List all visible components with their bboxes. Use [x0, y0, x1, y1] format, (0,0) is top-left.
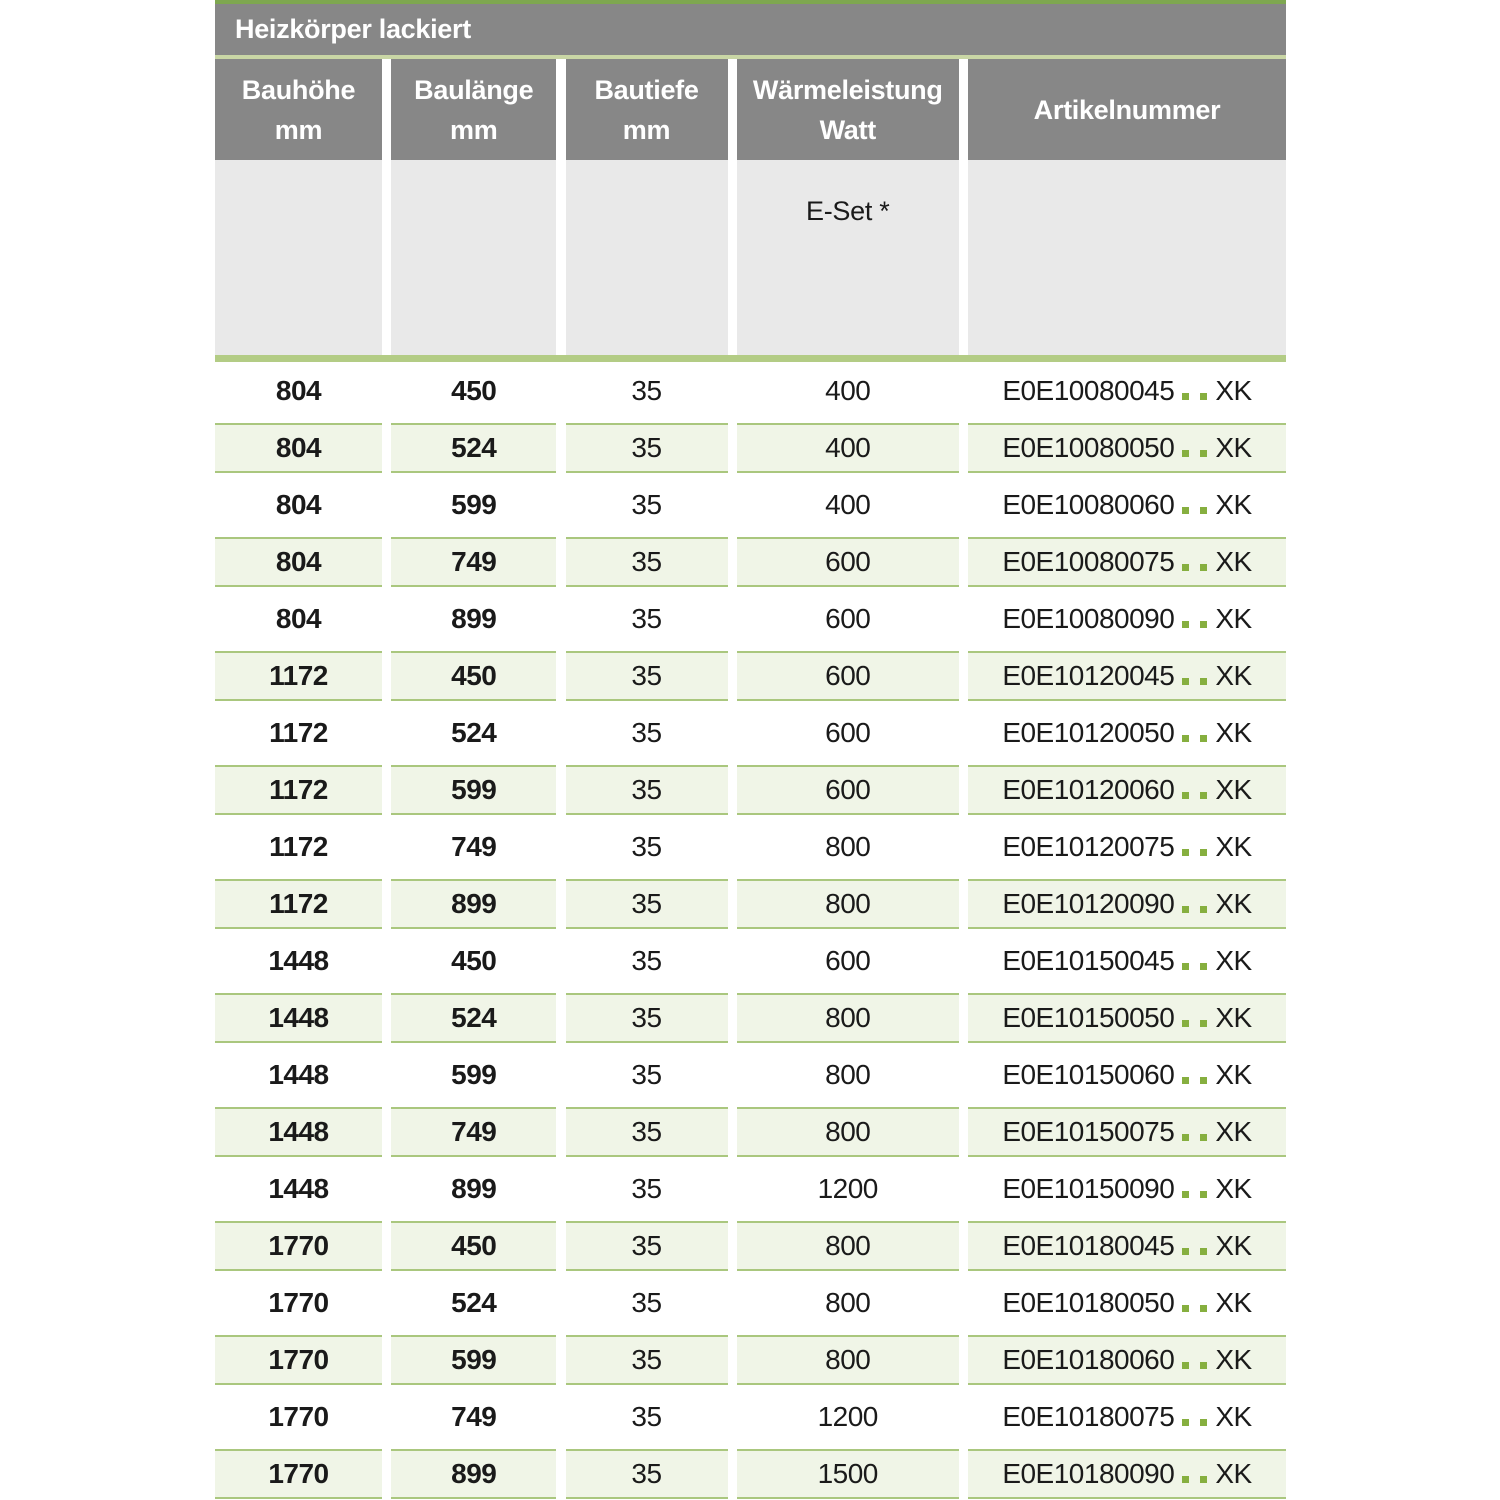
- cell-artikelnummer: [968, 1164, 1286, 1214]
- cell-bautiefe: 35: [566, 993, 728, 1043]
- cell-bautiefe: 35: [631, 1400, 662, 1432]
- column-header-waermeleistung: [737, 59, 959, 160]
- cell-watt: 1500: [737, 1449, 959, 1499]
- artikel-prefix: E0E10080045: [1002, 374, 1175, 406]
- placeholder-dot-icon: [1200, 507, 1207, 514]
- cell-bauhoehe: 804: [275, 602, 322, 634]
- artikelnummer-value: [1002, 1458, 1251, 1490]
- placeholder-dot-icon: [1182, 450, 1189, 457]
- table-row: [215, 989, 1286, 1046]
- cell-artikelnummer: [968, 480, 1286, 530]
- placeholder-dot-icon: [1182, 1134, 1189, 1141]
- cell-bautiefe: 35: [566, 1107, 728, 1157]
- artikelnummer-value: [1002, 1002, 1251, 1034]
- cell-artikelnummer: [968, 1449, 1286, 1499]
- table-title: Heizkörper lackiert: [235, 14, 471, 44]
- cell-bautiefe: 35: [566, 1221, 728, 1271]
- cell-watt: 600: [825, 602, 871, 634]
- cell-watt: 800: [737, 1335, 959, 1385]
- cell-watt: 600: [737, 765, 959, 815]
- artikelnummer-value: [1002, 774, 1251, 806]
- cell-watt: 600: [825, 716, 871, 748]
- cell-watt: 1200: [817, 1172, 878, 1204]
- column-header-artikelnummer: [968, 59, 1286, 160]
- eset-label: E-Set *: [806, 196, 890, 226]
- placeholder-dot-icon: [1200, 1476, 1207, 1483]
- cell-baulaenge: 899: [391, 1449, 556, 1499]
- table-row: [215, 1217, 1286, 1274]
- column-header-label: Bautiefe: [594, 74, 699, 105]
- placeholder-dot-icon: [1200, 1077, 1207, 1084]
- cell-bautiefe: 35: [566, 537, 728, 587]
- column-header-unit: mm: [274, 114, 323, 145]
- cell-watt: 600: [825, 944, 871, 976]
- cell-bautiefe: 35: [631, 830, 662, 862]
- artikelnummer-value: [1002, 945, 1251, 977]
- subheader-cell-eset: [737, 160, 959, 355]
- placeholder-dot-icon: [1182, 906, 1189, 913]
- artikel-suffix: XK: [1215, 1115, 1252, 1147]
- cell-artikelnummer: [968, 651, 1286, 701]
- artikelnummer-value: [1002, 1059, 1251, 1091]
- cell-watt: 800: [737, 1221, 959, 1271]
- cell-watt: 1200: [817, 1400, 878, 1432]
- artikel-suffix: XK: [1215, 374, 1252, 406]
- artikel-prefix: E0E10180090: [1002, 1457, 1175, 1489]
- artikelnummer-value: [1002, 432, 1251, 464]
- placeholder-dot-icon: [1182, 1191, 1189, 1198]
- cell-bauhoehe: 1172: [269, 716, 328, 748]
- cell-baulaenge: 599: [391, 765, 556, 815]
- cell-bauhoehe: 804: [215, 423, 382, 473]
- artikelnummer-value: [1002, 888, 1251, 920]
- cell-bautiefe: 35: [631, 488, 662, 520]
- cell-baulaenge: 524: [391, 423, 556, 473]
- cell-bauhoehe: 1448: [268, 1058, 329, 1090]
- artikel-suffix: XK: [1215, 1229, 1252, 1261]
- placeholder-dot-icon: [1182, 735, 1189, 742]
- artikel-suffix: XK: [1215, 488, 1252, 520]
- artikelnummer-value: [1002, 660, 1251, 692]
- cell-artikelnummer: [968, 594, 1286, 644]
- table-row: [215, 1388, 1286, 1445]
- placeholder-dot-icon: [1182, 1020, 1189, 1027]
- column-header-label: Bauhöhe: [241, 74, 356, 105]
- artikel-suffix: XK: [1215, 602, 1252, 634]
- placeholder-dot-icon: [1182, 1305, 1189, 1312]
- cell-bautiefe: 35: [566, 651, 728, 701]
- cell-bauhoehe: 804: [275, 488, 322, 520]
- cell-bauhoehe: 1172: [269, 830, 328, 862]
- cell-bautiefe: 35: [631, 374, 662, 406]
- cell-baulaenge: 524: [391, 993, 556, 1043]
- subheader-row: [215, 160, 1286, 355]
- cell-bauhoehe: 1448: [268, 1172, 329, 1204]
- artikelnummer-value: [1002, 1287, 1251, 1319]
- artikel-prefix: E0E10180050: [1002, 1286, 1175, 1318]
- subheader-cell: [566, 160, 728, 355]
- artikel-prefix: E0E10120075: [1002, 830, 1175, 862]
- cell-baulaenge: 749: [451, 830, 497, 862]
- cell-baulaenge: 450: [391, 651, 556, 701]
- artikel-suffix: XK: [1215, 1457, 1252, 1489]
- placeholder-dot-icon: [1182, 564, 1189, 571]
- column-header-label: Wärmeleistung: [752, 74, 943, 105]
- cell-baulaenge: 899: [451, 1172, 497, 1204]
- cell-baulaenge: 599: [451, 488, 497, 520]
- placeholder-dot-icon: [1182, 1248, 1189, 1255]
- table-row: [215, 704, 1286, 761]
- table-row: [215, 932, 1286, 989]
- artikel-suffix: XK: [1215, 659, 1252, 691]
- artikel-prefix: E0E10150050: [1002, 1001, 1175, 1033]
- table-row: [215, 647, 1286, 704]
- table-row: [215, 1046, 1286, 1103]
- table-row: [215, 1445, 1286, 1500]
- artikel-prefix: E0E10150090: [1002, 1172, 1175, 1204]
- artikel-suffix: XK: [1215, 1058, 1252, 1090]
- cell-bauhoehe: 1448: [215, 1107, 382, 1157]
- product-table: [215, 0, 1286, 1500]
- artikel-suffix: XK: [1215, 1400, 1252, 1432]
- cell-artikelnummer: [968, 1050, 1286, 1100]
- table-body: [215, 362, 1286, 1500]
- cell-artikelnummer: [968, 822, 1286, 872]
- cell-artikelnummer: [968, 879, 1286, 929]
- cell-watt: 800: [737, 879, 959, 929]
- table-row: [215, 362, 1286, 419]
- placeholder-dot-icon: [1200, 849, 1207, 856]
- cell-bauhoehe: 804: [215, 537, 382, 587]
- column-header-bautiefe: [566, 59, 728, 160]
- subheader-cell: [391, 160, 556, 355]
- cell-baulaenge: 899: [391, 879, 556, 929]
- column-header-unit: mm: [622, 114, 671, 145]
- cell-bauhoehe: 1172: [215, 765, 382, 815]
- artikel-prefix: E0E10120090: [1002, 887, 1175, 919]
- artikel-suffix: XK: [1215, 773, 1252, 805]
- artikel-prefix: E0E10080050: [1002, 431, 1175, 463]
- placeholder-dot-icon: [1200, 1362, 1207, 1369]
- placeholder-dot-icon: [1182, 1362, 1189, 1369]
- cell-baulaenge: 450: [391, 1221, 556, 1271]
- artikelnummer-value: [1002, 1116, 1251, 1148]
- artikel-prefix: E0E10150060: [1002, 1058, 1175, 1090]
- placeholder-dot-icon: [1200, 678, 1207, 685]
- placeholder-dot-icon: [1200, 450, 1207, 457]
- artikel-prefix: E0E10120050: [1002, 716, 1175, 748]
- cell-bauhoehe: 1770: [215, 1221, 382, 1271]
- cell-artikelnummer: [968, 1221, 1286, 1271]
- placeholder-dot-icon: [1200, 393, 1207, 400]
- artikelnummer-value: [1002, 489, 1251, 521]
- section-divider-bar: [215, 355, 1286, 362]
- placeholder-dot-icon: [1200, 621, 1207, 628]
- artikelnummer-value: [1002, 375, 1251, 407]
- cell-baulaenge: 599: [451, 1058, 497, 1090]
- table-row: [215, 818, 1286, 875]
- column-header-unit: Watt: [819, 114, 876, 145]
- cell-artikelnummer: [968, 1392, 1286, 1442]
- artikelnummer-value: [1002, 831, 1251, 863]
- cell-watt: 600: [737, 651, 959, 701]
- artikel-suffix: XK: [1215, 1286, 1252, 1318]
- cell-baulaenge: 899: [451, 602, 497, 634]
- artikel-suffix: XK: [1215, 1343, 1252, 1375]
- artikel-prefix: E0E10080060: [1002, 488, 1175, 520]
- artikelnummer-value: [1002, 1344, 1251, 1376]
- column-header-label: Artikelnummer: [1033, 94, 1221, 125]
- placeholder-dot-icon: [1182, 621, 1189, 628]
- table-row: [215, 533, 1286, 590]
- placeholder-dot-icon: [1200, 1305, 1207, 1312]
- table-row: [215, 761, 1286, 818]
- cell-bautiefe: 35: [631, 602, 662, 634]
- cell-bauhoehe: 1770: [215, 1335, 382, 1385]
- cell-watt: 400: [825, 374, 871, 406]
- column-header-unit: mm: [450, 114, 498, 145]
- table-row: [215, 419, 1286, 476]
- cell-bautiefe: 35: [631, 1172, 662, 1204]
- placeholder-dot-icon: [1182, 1419, 1189, 1426]
- cell-artikelnummer: [968, 423, 1286, 473]
- artikel-suffix: XK: [1215, 830, 1252, 862]
- placeholder-dot-icon: [1200, 1419, 1207, 1426]
- artikelnummer-value: [1002, 1173, 1251, 1205]
- artikel-suffix: XK: [1215, 944, 1252, 976]
- artikelnummer-value: [1002, 603, 1251, 635]
- placeholder-dot-icon: [1200, 1134, 1207, 1141]
- cell-bautiefe: 35: [631, 1058, 662, 1090]
- cell-baulaenge: 749: [451, 1400, 497, 1432]
- cell-baulaenge: 749: [391, 537, 556, 587]
- placeholder-dot-icon: [1182, 1077, 1189, 1084]
- artikel-suffix: XK: [1215, 887, 1252, 919]
- cell-bautiefe: 35: [566, 423, 728, 473]
- artikel-suffix: XK: [1215, 1172, 1252, 1204]
- artikel-prefix: E0E10080090: [1002, 602, 1175, 634]
- table-row: [215, 476, 1286, 533]
- artikelnummer-value: [1002, 1401, 1251, 1433]
- placeholder-dot-icon: [1182, 507, 1189, 514]
- artikel-suffix: XK: [1215, 431, 1252, 463]
- table-row: [215, 1160, 1286, 1217]
- cell-bauhoehe: 1448: [268, 944, 329, 976]
- placeholder-dot-icon: [1200, 564, 1207, 571]
- cell-bautiefe: 35: [631, 1286, 662, 1318]
- cell-baulaenge: 450: [451, 944, 497, 976]
- cell-watt: 800: [737, 1107, 959, 1157]
- artikel-prefix: E0E10120060: [1002, 773, 1175, 805]
- cell-artikelnummer: [968, 993, 1286, 1043]
- artikel-suffix: XK: [1215, 716, 1252, 748]
- cell-bautiefe: 35: [566, 1335, 728, 1385]
- artikel-prefix: E0E10080075: [1002, 545, 1175, 577]
- placeholder-dot-icon: [1200, 1020, 1207, 1027]
- table-row: [215, 1274, 1286, 1331]
- cell-bautiefe: 35: [631, 716, 662, 748]
- artikel-prefix: E0E10120045: [1002, 659, 1175, 691]
- artikelnummer-value: [1002, 546, 1251, 578]
- cell-baulaenge: 450: [451, 374, 497, 406]
- cell-bauhoehe: 1770: [268, 1286, 329, 1318]
- placeholder-dot-icon: [1200, 1248, 1207, 1255]
- cell-bautiefe: 35: [566, 879, 728, 929]
- artikel-prefix: E0E10180045: [1002, 1229, 1175, 1261]
- column-header-label: Baulänge: [414, 74, 534, 105]
- cell-watt: 600: [737, 537, 959, 587]
- placeholder-dot-icon: [1182, 849, 1189, 856]
- column-header-baulaenge: [391, 59, 556, 160]
- placeholder-dot-icon: [1200, 1191, 1207, 1198]
- table-row: [215, 875, 1286, 932]
- subheader-cell: [215, 160, 382, 355]
- placeholder-dot-icon: [1182, 1476, 1189, 1483]
- cell-watt: 800: [825, 1058, 871, 1090]
- placeholder-dot-icon: [1200, 792, 1207, 799]
- artikel-suffix: XK: [1215, 1001, 1252, 1033]
- cell-bauhoehe: 1172: [215, 879, 382, 929]
- cell-artikelnummer: [968, 1278, 1286, 1328]
- table-title-bar: [215, 4, 1286, 55]
- cell-baulaenge: 524: [451, 716, 497, 748]
- cell-artikelnummer: [968, 708, 1286, 758]
- cell-watt: 800: [825, 1286, 871, 1318]
- cell-watt: 800: [825, 830, 871, 862]
- cell-bauhoehe: 1448: [215, 993, 382, 1043]
- table-row: [215, 1331, 1286, 1388]
- cell-artikelnummer: [968, 366, 1286, 416]
- cell-watt: 800: [737, 993, 959, 1043]
- cell-bautiefe: 35: [566, 765, 728, 815]
- column-header-row: [215, 59, 1286, 160]
- cell-artikelnummer: [968, 936, 1286, 986]
- cell-bautiefe: 35: [566, 1449, 728, 1499]
- cell-bauhoehe: 1172: [215, 651, 382, 701]
- artikel-prefix: E0E10180075: [1002, 1400, 1175, 1432]
- cell-artikelnummer: [968, 1335, 1286, 1385]
- placeholder-dot-icon: [1182, 963, 1189, 970]
- cell-bautiefe: 35: [631, 944, 662, 976]
- cell-watt: 400: [737, 423, 959, 473]
- cell-bauhoehe: 1770: [268, 1400, 329, 1432]
- cell-baulaenge: 749: [391, 1107, 556, 1157]
- column-header-bauhoehe: [215, 59, 382, 160]
- placeholder-dot-icon: [1182, 393, 1189, 400]
- cell-baulaenge: 599: [391, 1335, 556, 1385]
- artikel-prefix: E0E10180060: [1002, 1343, 1175, 1375]
- artikel-prefix: E0E10150045: [1002, 944, 1175, 976]
- placeholder-dot-icon: [1182, 792, 1189, 799]
- cell-bauhoehe: 1770: [215, 1449, 382, 1499]
- cell-baulaenge: 524: [451, 1286, 497, 1318]
- cell-artikelnummer: [968, 1107, 1286, 1157]
- placeholder-dot-icon: [1200, 963, 1207, 970]
- subheader-cell: [968, 160, 1286, 355]
- cell-watt: 400: [825, 488, 871, 520]
- placeholder-dot-icon: [1182, 678, 1189, 685]
- table-row: [215, 1103, 1286, 1160]
- table-row: [215, 590, 1286, 647]
- artikel-prefix: E0E10150075: [1002, 1115, 1175, 1147]
- artikelnummer-value: [1002, 1230, 1251, 1262]
- placeholder-dot-icon: [1200, 735, 1207, 742]
- cell-artikelnummer: [968, 537, 1286, 587]
- placeholder-dot-icon: [1200, 906, 1207, 913]
- artikelnummer-value: [1002, 717, 1251, 749]
- cell-artikelnummer: [968, 765, 1286, 815]
- artikel-suffix: XK: [1215, 545, 1252, 577]
- cell-bauhoehe: 804: [275, 374, 322, 406]
